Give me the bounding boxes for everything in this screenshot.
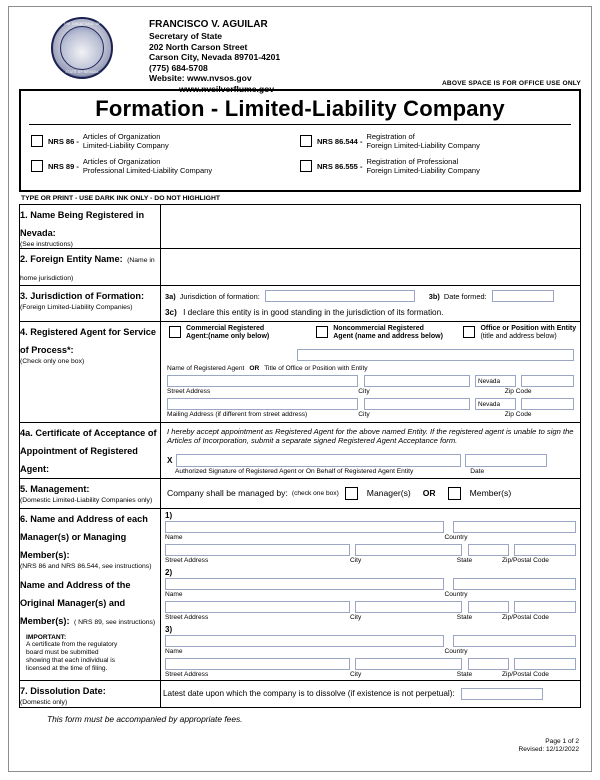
good-standing-text: I declare this entity is in good standing in the jurisdiction of its formation.	[183, 308, 444, 317]
entry-2-zip-input[interactable]	[514, 601, 576, 613]
section-4-row	[20, 322, 581, 423]
section-6-row	[20, 508, 581, 680]
nrs-89-label: NRS 89 -	[48, 161, 79, 171]
agency-info	[149, 19, 280, 94]
section-4-label	[20, 322, 161, 423]
section-7-content	[161, 680, 581, 707]
document-header	[19, 13, 581, 94]
section-6-title: Name and Address of each Manager(s) or Managing Member(s):	[20, 513, 148, 560]
agent-name-block	[161, 344, 580, 372]
management-text: Company shall be managed by:	[167, 488, 288, 499]
entry-2-city-label: City	[349, 613, 362, 621]
entry-3-city-input[interactable]	[355, 658, 462, 670]
section-1-field-cell[interactable]	[161, 205, 581, 249]
entry-2-state-input[interactable]	[468, 601, 509, 613]
label-3a-number: 3a)	[165, 291, 176, 301]
section-4a-row	[20, 422, 581, 478]
entry-2-zip-label: Zip/Postal Code	[502, 613, 549, 621]
nrs-option-row[interactable]	[31, 157, 300, 175]
agent-zip-input[interactable]	[521, 375, 574, 387]
address-line-1: 202 North Carson Street	[149, 41, 248, 52]
agent-mailing-labels	[167, 411, 574, 418]
entity-name-input[interactable]	[161, 206, 576, 222]
nrs-86-desc: Articles of Organization Limited-Liability Company	[82, 132, 169, 150]
fees-note: This form must be accompanied by appropriate fees.	[47, 713, 243, 724]
entry-1-street-label: Street Address	[165, 556, 209, 564]
nrs-option-row[interactable]	[300, 157, 569, 175]
nrs-86544-label: NRS 86.544 -	[317, 136, 363, 146]
good-standing-row	[161, 304, 580, 321]
registered-agent-options	[161, 322, 580, 344]
section-3-label	[20, 286, 161, 322]
section-1-label	[20, 205, 161, 249]
important-heading: IMPORTANT:	[26, 633, 67, 641]
dissolution-date-input[interactable]	[461, 688, 543, 700]
agent-street-labels	[167, 388, 574, 395]
entry-3-city-label: City	[349, 670, 362, 678]
management-or: OR	[422, 488, 436, 499]
nrs-86544-desc: Registration of Foreign Limited-Liability Company	[366, 132, 480, 150]
form-sheet	[8, 6, 592, 772]
nrs-89-desc: Articles of Organization Professional Limited-Liability Company	[82, 157, 213, 175]
street-address-label: Street Address	[167, 387, 211, 395]
section-7-title: Dissolution Date:	[30, 685, 106, 696]
agent-city-input[interactable]	[364, 375, 470, 387]
entry-1-country-input[interactable]	[453, 521, 576, 533]
checkbox-nrs-86-544[interactable]	[300, 135, 312, 147]
checkbox-nrs-86-555[interactable]	[300, 160, 312, 172]
official-name: FRANCISCO V. AGUILAR	[149, 19, 268, 30]
entry-3-street-input[interactable]	[165, 658, 350, 670]
entry-3-street-label: Street Address	[165, 670, 209, 678]
section-1-number: 1.	[20, 210, 28, 220]
section-4a-label	[20, 422, 161, 478]
website-line: Website: www.nvsos.gov	[149, 73, 252, 84]
foreign-entity-name-input[interactable]	[161, 250, 576, 266]
seal-bottom-text: STATE OF NEVADA	[65, 70, 99, 74]
checkbox-commercial-agent[interactable]	[169, 326, 181, 338]
entry-1-street-input[interactable]	[165, 544, 350, 556]
dissolution-text: Latest date upon which the company is to dissolve (if existence is not perpetual):	[163, 689, 455, 699]
section-6-title2: Name and Address of the Original Manager(s) and Member(s):	[20, 579, 131, 626]
nrs-option-row[interactable]	[31, 132, 300, 150]
entry-1-state-input[interactable]	[468, 544, 509, 556]
agent-option-office-label: Office or Position with Entity (title and address below)	[480, 325, 577, 341]
jurisdiction-row	[161, 286, 580, 304]
section-2-title: Foreign Entity Name:	[30, 254, 123, 264]
section-7-label	[20, 680, 161, 707]
entry-2-name-label: Name	[165, 590, 183, 598]
form-table	[19, 204, 581, 708]
agent-mailing-city-input[interactable]	[364, 398, 470, 410]
section-7-row	[20, 680, 581, 707]
section-2-field-cell[interactable]	[161, 249, 581, 286]
seal-top-text: THE GREAT SEAL OF	[63, 22, 101, 26]
entry-2-country-label: Country	[444, 590, 468, 598]
section-3-sub: (Foreign Limited-Liability Companies)	[20, 304, 133, 311]
section-5-number: 5.	[20, 483, 28, 494]
entry-2-street-label: Street Address	[165, 613, 209, 621]
section-5-content	[161, 478, 581, 508]
checkbox-nrs-89[interactable]	[31, 160, 43, 172]
agent-mailing-zip-input[interactable]	[521, 398, 574, 410]
entry-3-name-input[interactable]	[165, 635, 444, 647]
verify-site-line: www.nvsilverflume.gov	[179, 83, 275, 94]
date-formed-input[interactable]	[492, 290, 554, 302]
entry-1-name-label: Name	[165, 533, 183, 541]
label-3b-number: 3b)	[428, 291, 440, 301]
entry-3-number: 3)	[165, 624, 173, 634]
agent-title-label: Title of Office or Position with Entity	[264, 364, 368, 372]
agent-street-block	[161, 372, 580, 395]
management-check-note: (check one box)	[291, 489, 339, 497]
nrs-86555-label: NRS 86.555 -	[317, 161, 363, 171]
agent-name-labels	[167, 365, 574, 372]
section-2-sub: (Name in home jurisdiction)	[20, 257, 155, 282]
address-line-2: Carson City, Nevada 89701-4201	[149, 52, 281, 63]
official-title: Secretary of State	[149, 31, 223, 42]
entry-1-country-label: Country	[444, 533, 468, 541]
section-4-number: 4.	[20, 327, 28, 337]
office-use-note: ABOVE SPACE IS FOR OFFICE USE ONLY	[441, 80, 581, 87]
page-title: Formation - Limited-Liability Company	[29, 96, 571, 125]
mailing-address-label: Mailing Address (if different from street address)	[167, 410, 308, 418]
important-text: A certificate from the regulatory board must be submitted showing that each individual is licensed at the time of filing.	[26, 640, 118, 673]
agent-mailing-block	[161, 395, 580, 422]
nrs-86-label: NRS 86 -	[48, 136, 79, 146]
section-4-sub: (Check only one box)	[20, 358, 85, 365]
section-5-label	[20, 478, 161, 508]
state-seal-icon	[51, 17, 113, 79]
entry-2-number: 2)	[165, 567, 173, 577]
agent-name-input[interactable]	[297, 349, 574, 361]
entry-2-state-label: State	[456, 613, 473, 621]
agent-name-label: Name of Registered Agent	[167, 364, 245, 372]
members-label: Member(s)	[469, 488, 512, 499]
section-3-row	[20, 286, 581, 322]
entry-1-name-input[interactable]	[165, 521, 444, 533]
section-4a-content	[161, 422, 581, 478]
agent-option-commercial[interactable]	[163, 325, 316, 342]
signature-x-mark: X	[167, 455, 173, 465]
title-box	[19, 89, 581, 192]
date-label: Date	[470, 467, 485, 475]
label-3c-number: 3c)	[165, 308, 177, 317]
manager-entry-2	[161, 566, 580, 623]
nrs-86555-desc: Registration of Professional Foreign Limited-Liability Company	[366, 157, 480, 175]
jurisdiction-input[interactable]	[265, 290, 415, 302]
nrs-option-row[interactable]	[300, 132, 569, 150]
agent-mailing-input[interactable]	[167, 398, 358, 410]
checkbox-nrs-86[interactable]	[31, 135, 43, 147]
checkbox-managers[interactable]	[345, 487, 358, 500]
entry-1-zip-input[interactable]	[514, 544, 576, 556]
signature-labels	[161, 467, 580, 478]
section-3-content	[161, 286, 581, 322]
section-5-title: Management:	[30, 483, 90, 494]
revision-date: Revised: 12/12/2022	[518, 746, 579, 754]
section-2-number: 2.	[20, 254, 28, 264]
entry-2-street-input[interactable]	[165, 601, 350, 613]
mailing-city-label: City	[358, 410, 370, 418]
section-3-title: Jurisdiction of Formation:	[30, 291, 145, 301]
acceptance-date-input[interactable]	[465, 454, 546, 467]
section-5-sub: (Domestic Limited-Liability Companies only)	[20, 496, 153, 504]
agent-option-noncommercial[interactable]	[316, 325, 463, 342]
agent-name-or: OR	[249, 364, 260, 372]
mailing-zip-label: Zip Code	[504, 410, 532, 418]
section-7-sub: (Domestic only)	[20, 698, 68, 706]
agent-option-commercial-label: Commercial Registered Agent:(name only below)	[186, 325, 270, 341]
entry-1-city-input[interactable]	[355, 544, 462, 556]
section-4-content	[161, 322, 581, 423]
entry-3-country-label: Country	[444, 647, 468, 655]
page-footer-meta	[519, 738, 580, 755]
entry-3-country-input[interactable]	[453, 635, 576, 647]
entry-1-city-label: City	[349, 556, 362, 564]
label-3b: Date formed:	[443, 291, 487, 301]
print-instruction: TYPE OR PRINT - USE DARK INK ONLY - DO NOT HIGHLIGHT	[21, 195, 221, 202]
section-1-sub: (See instructions)	[20, 241, 73, 248]
entry-3-zip-label: Zip/Postal Code	[502, 670, 549, 678]
page-number: Page 1 of 2	[545, 737, 579, 745]
section-1-title: Name Being Registered in Nevada:	[20, 210, 145, 238]
city-label: City	[358, 387, 370, 395]
signature-label: Authorized Signature of Registered Agent or On Behalf of Registered Agent Entity	[175, 467, 414, 475]
section-4-title: Registered Agent for Service of Process*:	[20, 327, 157, 355]
managers-label: Manager(s)	[366, 488, 411, 499]
label-3a: Jurisdiction of formation:	[179, 291, 260, 301]
checkbox-office-position[interactable]	[463, 326, 475, 338]
entry-2-country-input[interactable]	[453, 578, 576, 590]
section-2-label	[20, 249, 161, 286]
entry-3-state-label: State	[456, 670, 473, 678]
phone-number: (775) 684-5708	[149, 62, 208, 73]
entry-2-name-input[interactable]	[165, 578, 444, 590]
section-6-number: 6.	[20, 513, 28, 524]
section-6-label	[20, 508, 161, 680]
entry-2-city-input[interactable]	[355, 601, 462, 613]
agent-state-value: Nevada	[475, 375, 516, 387]
nrs-options	[27, 132, 573, 182]
checkbox-noncommercial-agent[interactable]	[316, 326, 328, 338]
agent-option-office[interactable]	[463, 325, 578, 342]
section-7-number: 7.	[20, 685, 28, 696]
management-row	[161, 479, 580, 508]
agent-option-noncommercial-label: Noncommercial Registered Agent (name and address below)	[333, 325, 443, 341]
manager-entry-1	[161, 509, 580, 566]
manager-entry-3	[161, 623, 580, 680]
section-5-row	[20, 478, 581, 508]
section-2-row	[20, 249, 581, 286]
section-6-sub: (NRS 86 and NRS 86.544, see instructions)	[20, 562, 152, 570]
section-6-sub2: ( NRS 89, see instructions)	[73, 618, 156, 626]
section-6-content	[161, 508, 581, 680]
zip-code-label: Zip Code	[504, 387, 532, 395]
section-4a-title: Certificate of Acceptance of Appointment of Registered Agent:	[20, 427, 157, 474]
entry-1-state-label: State	[456, 556, 473, 564]
section-4a-number: 4a.	[20, 427, 33, 438]
section-1-row	[20, 205, 581, 249]
acceptance-text: I hereby accept appointment as Registered Agent for the above named Entity. If the registered agent is unable to sign the Articles of Incorporation, submit a separate signed Registered Agent Acceptance form.	[167, 426, 574, 446]
agent-mailing-state-value: Nevada	[475, 398, 516, 410]
agent-signature-input[interactable]	[176, 454, 461, 467]
entry-3-state-input[interactable]	[468, 658, 509, 670]
agent-street-input[interactable]	[167, 375, 358, 387]
entry-3-name-label: Name	[165, 647, 183, 655]
checkbox-members[interactable]	[448, 487, 461, 500]
entry-1-zip-label: Zip/Postal Code	[502, 556, 549, 564]
entry-1-number: 1)	[165, 510, 173, 520]
section-3-number: 3.	[20, 291, 28, 301]
entry-3-zip-input[interactable]	[514, 658, 576, 670]
